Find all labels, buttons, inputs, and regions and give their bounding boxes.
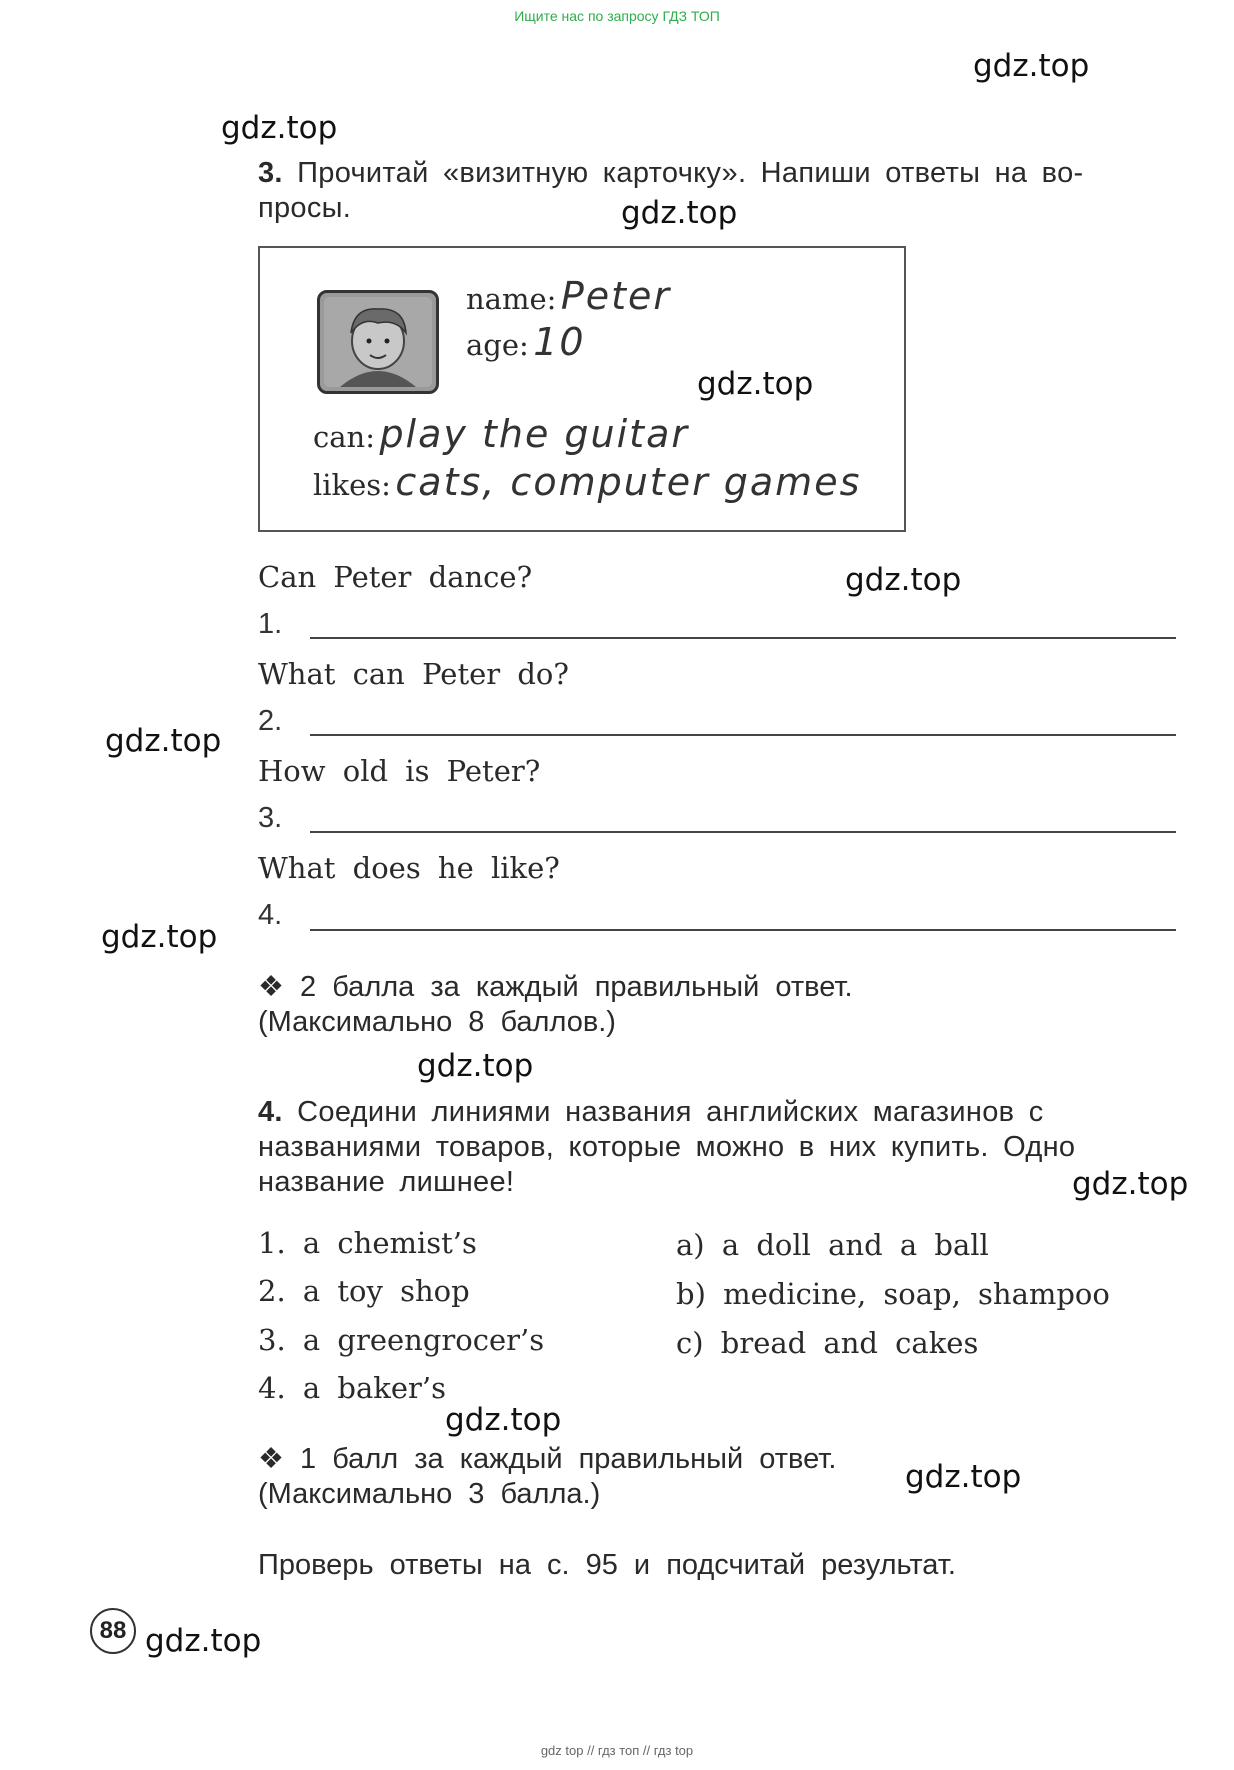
- watermark: gdz.top: [445, 1402, 562, 1438]
- watermark: gdz.top: [221, 110, 338, 146]
- task3-instruction: 3. Прочитай «визитную карточку». Напиши ответы на во- просы.: [258, 157, 1084, 224]
- goods-item-a: a) a doll and a ball: [676, 1228, 989, 1262]
- question-3: How old is Peter?: [258, 754, 541, 788]
- check-answers-text: Проверь ответы на с. 95 и подсчитай результат.: [258, 1549, 956, 1581]
- answer-line-3[interactable]: [310, 831, 1176, 833]
- shop-item-4: 4. a baker’s: [258, 1371, 446, 1405]
- boy-portrait-icon: [317, 290, 439, 394]
- watermark: gdz.top: [845, 562, 962, 598]
- watermark: gdz.top: [105, 723, 222, 759]
- shop-item-2: 2. a toy shop: [258, 1274, 470, 1308]
- shop-item-1: 1. a chemist’s: [258, 1226, 477, 1260]
- question-2: What can Peter do?: [258, 657, 569, 691]
- age-value: 10: [533, 320, 586, 364]
- question-1: Can Peter dance?: [258, 560, 533, 594]
- can-value: play the guitar: [379, 412, 689, 456]
- task3-score-note: ❖ 2 балла за каждый правильный ответ. (Максимально 8 баллов.): [258, 971, 853, 1038]
- shop-item-3: 3. a greengrocer’s: [258, 1323, 545, 1357]
- task4-number: 4.: [258, 1096, 283, 1128]
- watermark: gdz.top: [101, 919, 218, 955]
- footer-links[interactable]: gdz top // гдз топ // гдз top: [540, 1743, 694, 1758]
- watermark: gdz.top: [697, 366, 814, 402]
- question-4: What does he like?: [258, 851, 560, 885]
- answer-line-1[interactable]: [310, 637, 1176, 639]
- top-banner[interactable]: Ищите нас по запросу ГДЗ ТОП: [514, 8, 720, 24]
- goods-item-b: b) medicine, soap, shampoo: [676, 1277, 1110, 1311]
- likes-label: likes:: [313, 468, 391, 502]
- watermark: gdz.top: [621, 195, 738, 231]
- watermark: gdz.top: [145, 1623, 262, 1659]
- watermark: gdz.top: [1072, 1166, 1189, 1202]
- age-label: age:: [466, 328, 529, 362]
- answer-number-4: 4.: [258, 899, 283, 931]
- task4-instruction: 4. Соедини линиями названия английских магазинов с названиями товаров, которые можно в них купить. Одно название лишнее!: [258, 1096, 1076, 1198]
- can-label: can:: [313, 420, 375, 454]
- name-value: Peter: [560, 274, 672, 318]
- watermark: gdz.top: [417, 1048, 534, 1084]
- goods-item-c: c) bread and cakes: [676, 1326, 979, 1360]
- answer-number-1: 1.: [258, 608, 283, 640]
- answer-number-3: 3.: [258, 802, 283, 834]
- business-card: [258, 246, 906, 532]
- answer-number-2: 2.: [258, 705, 283, 737]
- likes-value: cats, computer games: [395, 460, 862, 504]
- answer-line-4[interactable]: [310, 929, 1176, 931]
- answer-line-2[interactable]: [310, 734, 1176, 736]
- watermark: gdz.top: [905, 1459, 1022, 1495]
- watermark: gdz.top: [973, 48, 1090, 84]
- name-label: name:: [466, 282, 557, 316]
- task3-number: 3.: [258, 157, 283, 189]
- page-number: 88: [90, 1608, 136, 1654]
- task4-score-note: ❖ 1 балл за каждый правильный ответ. (Максимально 3 балла.): [258, 1443, 837, 1510]
